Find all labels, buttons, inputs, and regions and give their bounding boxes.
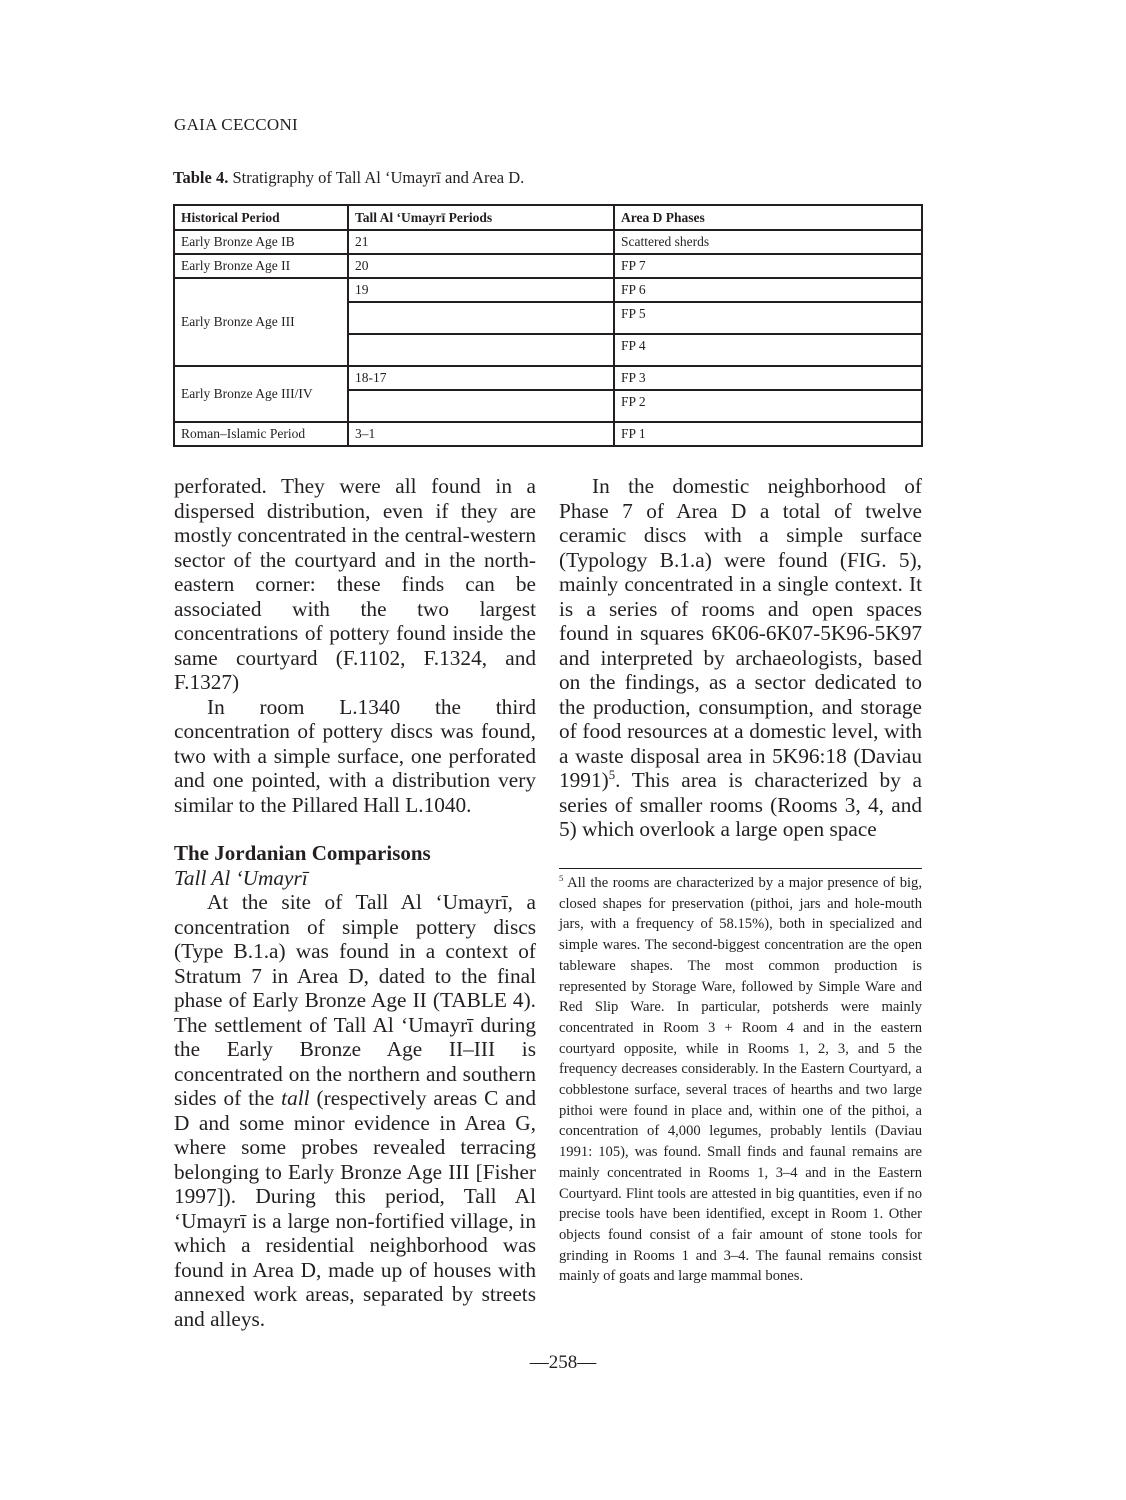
- footnote-text: All the rooms are characterized by a major presence of big, closed shapes for preservation (pithoi, jars and hole-mouth jars, with a frequency of 58.15%), both in specialized and simple wares. The second-biggest concentration are the open tableware shapes. The most common production is represented by Storage Ware, followed by Simple Ware and Red Slip Ware. In particular, potsherds were mainly concentrated in Room 3 + Room 4 and in the eastern courtyard opposite, while in Rooms 1, 2, 3, and 5 the frequency decreases considerably. In the Eastern Courtyard, a cobblestone surface, several traces of hearths and two large pithoi were found in place and, within one of the pithoi, a concentration of 4,000 legumes, probably lentils (Daviau 1991: 105), was found. Small finds and faunal remains are mainly concentrated in Rooms 1, 3–4 and in the Eastern Courtyard. Flint tools are attested in big quantities, even if no precise tools have been identified, except in Room 1. Other objects found consist of a fair amount of stone tools for grinding in Rooms 1 and 3–4. The faunal remains consist mainly of goats and large mammal bones.: [559, 875, 922, 1285]
- table-caption: [173, 168, 524, 188]
- cell-umayri: [348, 390, 614, 422]
- body-paragraph: [174, 890, 536, 1331]
- cell-period: Early Bronze Age II: [174, 254, 348, 278]
- table-row: [174, 254, 922, 278]
- body-text: (respectively areas C and D and some minor evidence in Area G, where some probes revealed terracing belonging to Early Bronze Age III [Fisher 1997]). During this period, Tall Al ‘Umayrī is a large non-fortified village, in which a residential neighborhood was found in Area D, made up of houses with annexed work areas, separated by streets and alleys.: [174, 1086, 537, 1331]
- footnote-marker: 5: [559, 873, 564, 884]
- body-text: . This area is characterized by a series of smaller rooms (Rooms 3, 4, and 5) which overlook a large open space: [559, 768, 922, 841]
- body-text: In the domestic neighborhood of Phase 7 of Area D a total of twelve ceramic discs with a simple surface (Typology B.1.a) were found (FIG. 5), mainly concentrated in a single context. It is a series of rooms and open spaces found in squares 6K06-6K07-5K96-5K97 and interpreted by archaeologists, based on the findings, as a sector dedicated to the production, consumption, and storage of food resources at a domestic level, with a waste disposal area in 5K96:18 (Daviau 1991): [559, 474, 922, 792]
- cell-phase: Scattered sherds: [614, 230, 922, 254]
- cell-period: Early Bronze Age III: [174, 278, 348, 366]
- cell-phase: FP 2: [614, 390, 922, 422]
- stratigraphy-table: [173, 204, 923, 447]
- cell-umayri: 18-17: [348, 366, 614, 390]
- cell-phase: FP 6: [614, 278, 922, 302]
- running-head: GAIA CECCONI: [174, 115, 299, 134]
- table-caption-text: Stratigraphy of Tall Al ‘Umayrī and Area D.: [228, 168, 525, 187]
- cell-umayri: [348, 302, 614, 334]
- left-column: [174, 474, 536, 1331]
- cell-umayri: 21: [348, 230, 614, 254]
- body-paragraph: [559, 474, 922, 842]
- body-paragraph: perforated. They were all found in a dispersed distribution, even if they are mostly concentrated in the central-western sector of the courtyard and in the north-eastern corner: these finds can be associated with the two largest concentrations of pottery found inside the same courtyard (F.1102, F.1324, and F.1327): [174, 474, 536, 694]
- cell-period: Early Bronze Age IB: [174, 230, 348, 254]
- cell-phase: FP 4: [614, 334, 922, 366]
- section-heading: The Jordanian Comparisons: [174, 841, 431, 865]
- table-row: [174, 278, 922, 302]
- header-area-d-phases: Area D Phases: [614, 205, 922, 230]
- table-row: [174, 422, 922, 446]
- cell-period: Roman–Islamic Period: [174, 422, 348, 446]
- page-number: —258—: [529, 1352, 597, 1373]
- cell-umayri: 19: [348, 278, 614, 302]
- cell-phase: FP 5: [614, 302, 922, 334]
- body-paragraph: In room L.1340 the third concentration of pottery discs was found, two with a simple surface, one perforated and one pointed, with a distribution very similar to the Pillared Hall L.1040.: [174, 694, 536, 817]
- table-header-row: [174, 205, 922, 230]
- cell-umayri: [348, 334, 614, 366]
- cell-phase: FP 1: [614, 422, 922, 446]
- body-text: At the site of Tall Al ‘Umayrī, a concentration of simple pottery discs (Type B.1.a) was found in a context of Stratum 7 in Area D, dated to the final phase of Early Bronze Age II (TABLE 4). The settlement of Tall Al ‘Umayrī during the Early Bronze Age II–III is concentrated on the northern and southern sides of the: [174, 890, 536, 1110]
- table-row: [174, 366, 922, 390]
- cell-phase: FP 7: [614, 254, 922, 278]
- cell-umayri: 3–1: [348, 422, 614, 446]
- cell-period: Early Bronze Age III/IV: [174, 366, 348, 422]
- header-historical-period: Historical Period: [174, 205, 348, 230]
- subsection-heading: Tall Al ‘Umayrī: [174, 865, 308, 890]
- right-column: [559, 474, 922, 842]
- table-label: Table 4.: [173, 168, 229, 187]
- cell-umayri: 20: [348, 254, 614, 278]
- footnote: [559, 873, 922, 1287]
- header-umayri-periods: Tall Al ‘Umayrī Periods: [348, 205, 614, 230]
- footnote-divider: [559, 868, 922, 869]
- footnote-ref[interactable]: 5: [608, 767, 616, 782]
- table-row: [174, 230, 922, 254]
- cell-phase: FP 3: [614, 366, 922, 390]
- italic-term: tall: [281, 1086, 310, 1110]
